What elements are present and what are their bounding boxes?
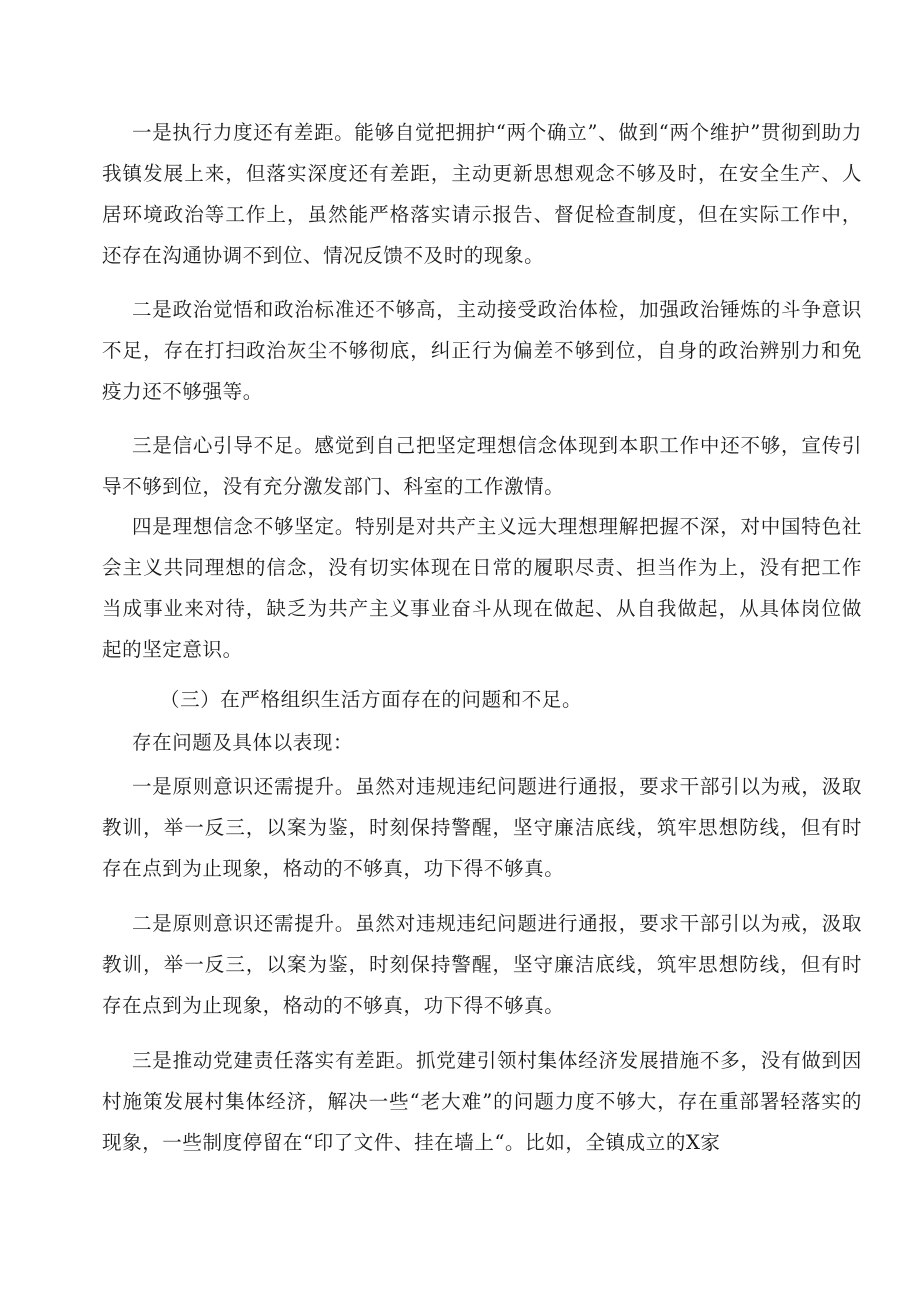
paragraph-1: 一是执行力度还有差距。能够自觉把拥护“两个确立”、做到“两个维护”贯彻到助力我镇发展上来，但落实深度还有差距，主动更新思想观念不够及时，在安全生产、人居环境政治等工作上，虽然能严格落实请示报告、督促检查制度，但在实际工作中，还存在沟通协调不到位、情况反馈不及时的现象。 xyxy=(102,121,862,267)
section-heading: （三）在严格组织生活方面存在的问题和不足。 xyxy=(160,688,583,711)
paragraph-3: 三是信心引导不足。感觉到自己把坚定理想信念体现到本职工作中还不够，宣传引导不够到位，没有充分激发部门、科室的工作激情。 xyxy=(102,434,862,498)
intro-line: 存在问题及具体以表现： xyxy=(132,731,354,754)
paragraph-6: 二是原则意识还需提升。虽然对违规违纪问题进行通报，要求干部引以为戒，汲取教训，举一反三，以案为鉴，时刻保持警醒，坚守廉洁底线，筑牢思想防线，但有时存在点到为止现象，格动的不够真，功下得不够真。 xyxy=(102,912,862,1017)
paragraph-2: 二是政治觉悟和政治标准还不够高，主动接受政治体检，加强政治锤炼的斗争意识不足，存在打扫政治灰尘不够彻底，纠正行为偏差不够到位，自身的政治辨别力和免疫力还不够强等。 xyxy=(102,298,862,403)
paragraph-4: 四是理想信念不够坚定。特别是对共产主义远大理想理解把握不深，对中国特色社会主义共同理想的信念，没有切实体现在日常的履职尽责、担当作为上，没有把工作当成事业来对待，缺乏为共产主义事业奋斗从现在做起、从自我做起，从具体岗位做起的坚定意识。 xyxy=(102,515,862,661)
paragraph-5: 一是原则意识还需提升。虽然对违规违纪问题进行通报，要求干部引以为戒，汲取教训，举一反三，以案为鉴，时刻保持警醒，坚守廉洁底线，筑牢思想防线，但有时存在点到为止现象，格动的不够真，功下得不够真。 xyxy=(102,775,862,880)
paragraph-7: 三是推动党建责任落实有差距。抓党建引领村集体经济发展措施不多，没有做到因村施策发展村集体经济，解决一些“老大难”的问题力度不够大，存在重部署轻落实的现象，一些制度停留在“印了文件、挂在墙上“。比如，全镇成立的X家 xyxy=(102,1049,862,1154)
